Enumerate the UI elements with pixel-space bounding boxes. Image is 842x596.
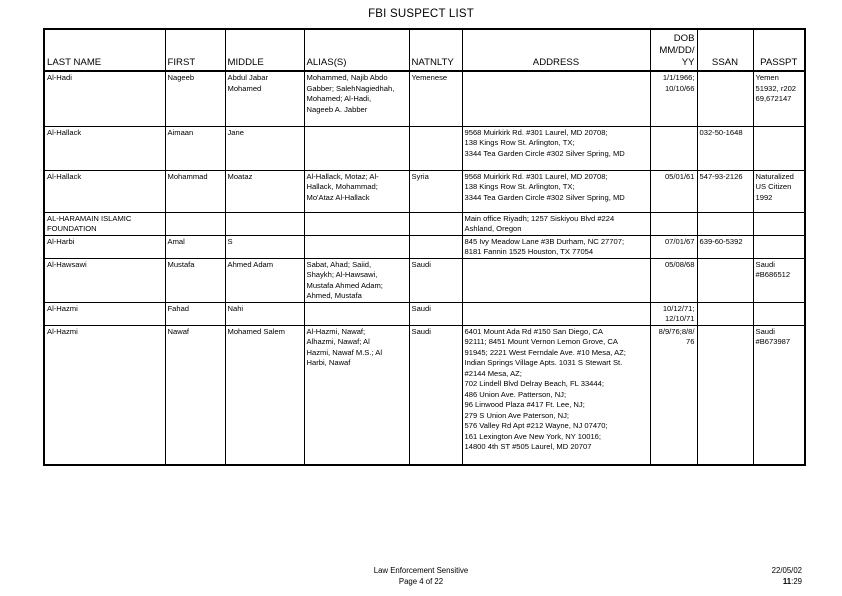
cell-last-name: Al-Hazmi	[44, 325, 165, 465]
col-middle: MIDDLE	[225, 29, 304, 71]
cell-middle: Jane	[225, 126, 304, 170]
cell-ssan	[697, 302, 753, 325]
cell-middle: Abdul Jabar Mohamed	[225, 71, 304, 126]
cell-passpt	[753, 212, 805, 235]
cell-address: 9568 Muirkirk Rd. #301 Laurel, MD 20708; 138 Kings Row St. Arlington, TX; 3344 Tea Garden Circle #302 Silver Spring, MD	[462, 170, 650, 212]
cell-address: 845 Ivy Meadow Lane #3B Durham, NC 27707; 8181 Fannin 1525 Houston, TX 77054	[462, 235, 650, 258]
cell-first: Nageeb	[165, 71, 225, 126]
col-natnlty: NATNLTY	[409, 29, 462, 71]
cell-dob: 05/01/61	[650, 170, 697, 212]
col-passpt: PASSPT	[753, 29, 805, 71]
col-address: ADDRESS	[462, 29, 650, 71]
cell-last-name: Al-Hawsawi	[44, 258, 165, 302]
footer-time-hour: 11	[782, 577, 792, 586]
table-row	[44, 302, 805, 325]
table-row	[44, 325, 805, 465]
cell-natnlty	[409, 235, 462, 258]
cell-first	[165, 212, 225, 235]
cell-passpt: Naturalized US Citizen 1992	[753, 170, 805, 212]
col-first: FIRST	[165, 29, 225, 71]
cell-address	[462, 302, 650, 325]
cell-passpt	[753, 126, 805, 170]
cell-alias	[304, 126, 409, 170]
footer-classification: Law Enforcement Sensitive	[373, 566, 469, 575]
cell-address: 6401 Mount Ada Rd #150 San Diego, CA 92111; 8451 Mount Vernon Lemon Grove, CA 91945; 2221 West Ferndale Ave. #10 Mesa, AZ; Indian Springs Village Apts. 1031 S Stewart St. #2144 Mesa, AZ; 702 Lindell Blvd Delray Beach, FL 33444; 486 Union Ave. Patterson, NJ; 96 Linwood Plaza #417 Ft. Lee, NJ; 279 S Union Ave Paterson, NJ; 576 Valley Rd Apt #212 Wayne, NJ 07470; 161 Lexington Ave New York, NY 10016; 14800 4th ST #505 Laurel, MD 20707	[462, 325, 650, 465]
cell-last-name: Al-Harbi	[44, 235, 165, 258]
cell-first: Fahad	[165, 302, 225, 325]
cell-passpt: Saudi #B673987	[753, 325, 805, 465]
cell-alias: Mohammed, Najib Abdo Gabber; SalehNagiedhah, Mohamed; Al-Hadi, Nageeb A. Jabber	[304, 71, 409, 126]
cell-natnlty: Saudi	[409, 302, 462, 325]
cell-middle: Ahmed Adam	[225, 258, 304, 302]
cell-first: Aimaan	[165, 126, 225, 170]
cell-dob: 10/12/71; 12/10/71	[650, 302, 697, 325]
table-row	[44, 126, 805, 170]
cell-middle: Mohamed Salem	[225, 325, 304, 465]
table-row	[44, 258, 805, 302]
cell-address	[462, 258, 650, 302]
cell-last-name: Al-Hazmi	[44, 302, 165, 325]
cell-last-name: AL-HARAMAIN ISLAMIC FOUNDATION	[44, 212, 165, 235]
cell-alias	[304, 235, 409, 258]
cell-dob: 1/1/1966; 10/10/66	[650, 71, 697, 126]
cell-natnlty: Saudi	[409, 258, 462, 302]
col-ssan: SSAN	[697, 29, 753, 71]
cell-last-name: Al-Hadi	[44, 71, 165, 126]
cell-first: Mustafa	[165, 258, 225, 302]
table-row	[44, 71, 805, 126]
footer-time	[783, 577, 802, 587]
cell-middle: Moataz	[225, 170, 304, 212]
cell-dob	[650, 126, 697, 170]
cell-ssan: 032-50-1648	[697, 126, 753, 170]
cell-alias: Al-Hallack, Motaz; Al- Hallack, Mohammad; Mo'Ataz Al-Hallack	[304, 170, 409, 212]
cell-ssan	[697, 258, 753, 302]
cell-middle: Nahi	[225, 302, 304, 325]
cell-alias: Al-Hazmi, Nawaf; Alhazmi, Nawaf; Al Hazmi, Nawaf M.S.; Al Harbi, Nawaf	[304, 325, 409, 465]
cell-first: Mohammad	[165, 170, 225, 212]
col-last-name: LAST NAME	[44, 29, 165, 71]
cell-passpt	[753, 235, 805, 258]
cell-dob	[650, 212, 697, 235]
cell-ssan: 639-60-5392	[697, 235, 753, 258]
cell-alias: Sabat, Ahad; Saiid, Shaykh; Al-Hawsawi, Mustafa Ahmed Adam; Ahmed, Mustafa	[304, 258, 409, 302]
footer-time-minute: :29	[791, 577, 802, 586]
cell-natnlty: Saudi	[409, 325, 462, 465]
cell-middle	[225, 212, 304, 235]
cell-natnlty: Yemenese	[409, 71, 462, 126]
cell-dob: 8/9/76;8/8/ 76	[650, 325, 697, 465]
cell-middle: S	[225, 235, 304, 258]
cell-ssan	[697, 71, 753, 126]
col-dob: DOB MM/DD/ YY	[650, 29, 697, 71]
table-row	[44, 212, 805, 235]
cell-passpt	[753, 302, 805, 325]
cell-natnlty	[409, 212, 462, 235]
cell-ssan	[697, 325, 753, 465]
cell-passpt: Yemen 51932, r202 69,672147	[753, 71, 805, 126]
cell-first: Nawaf	[165, 325, 225, 465]
cell-address: 9568 Muirkirk Rd. #301 Laurel, MD 20708; 138 Kings Row St. Arlington, TX; 3344 Tea Garden Circle #302 Silver Spring, MD	[462, 126, 650, 170]
cell-address	[462, 71, 650, 126]
suspect-table	[43, 28, 806, 466]
cell-alias	[304, 302, 409, 325]
footer-date: 22/05/02	[771, 566, 802, 575]
cell-dob: 07/01/67	[650, 235, 697, 258]
cell-last-name: Al-Hallack	[44, 170, 165, 212]
cell-ssan: 547-93-2126	[697, 170, 753, 212]
footer-page-number: Page 4 of 22	[398, 577, 444, 586]
col-alias: ALIAS(S)	[304, 29, 409, 71]
cell-address: Main office Riyadh; 1257 Siskiyou Blvd #224 Ashland, Oregon	[462, 212, 650, 235]
document-title: FBI SUSPECT LIST	[368, 8, 474, 20]
table-row	[44, 235, 805, 258]
table-row	[44, 170, 805, 212]
cell-natnlty: Syria	[409, 170, 462, 212]
cell-last-name: Al-Hallack	[44, 126, 165, 170]
cell-passpt: Saudi #B686512	[753, 258, 805, 302]
cell-ssan	[697, 212, 753, 235]
cell-first: Amal	[165, 235, 225, 258]
cell-alias	[304, 212, 409, 235]
cell-dob: 05/08/68	[650, 258, 697, 302]
cell-natnlty	[409, 126, 462, 170]
header-row	[44, 29, 805, 71]
